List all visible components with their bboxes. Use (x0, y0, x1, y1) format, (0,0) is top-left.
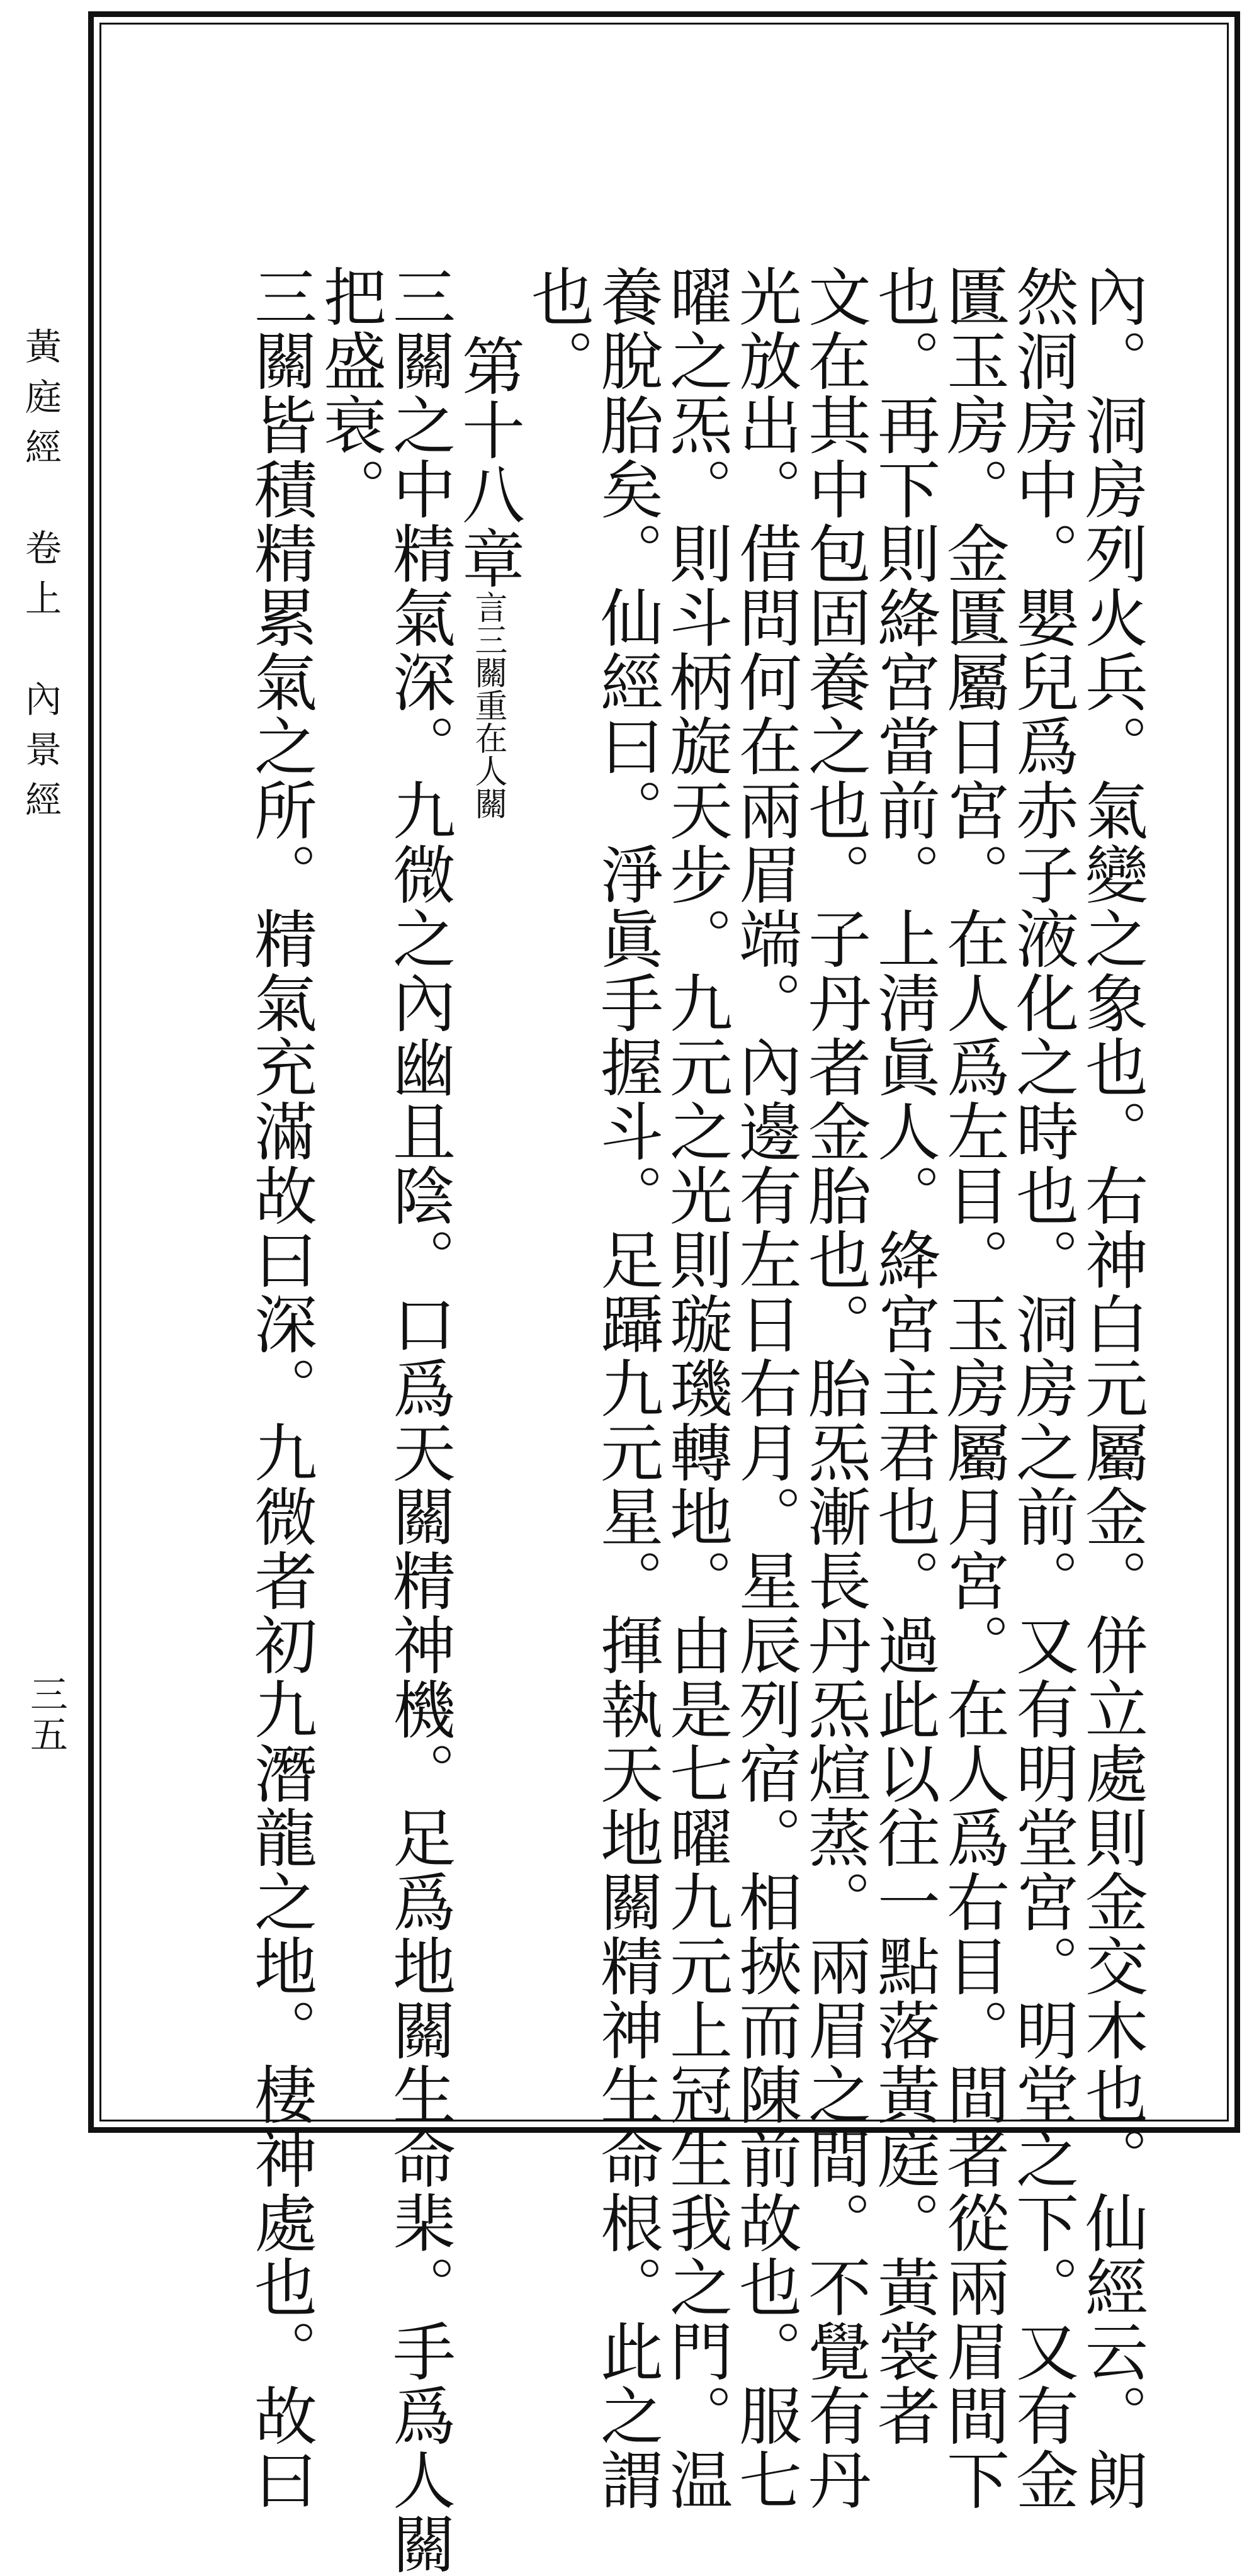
text-line: 也。 (521, 264, 594, 393)
text-line: 光放出。借問何在兩眉端。內邊有左日右月。星辰列宿。相挾而陳前故也。服七 (728, 264, 802, 2512)
chapter-note: 言三關重在人關 (469, 590, 507, 820)
chapter-heading (451, 264, 525, 2008)
verse-line: 把盛衰。 (313, 264, 387, 521)
text-line: 然洞房中。嬰兒爲赤子液化之時也。洞房之前。又有明堂宮。明堂之下。又有金 (1005, 264, 1079, 2512)
text-line: 養脫胎矣。仙經曰。淨眞手握斗。足躡九元星。揮執天地關精神生命根。此之謂 (590, 264, 663, 2512)
book-title: 黃庭經 (19, 327, 62, 478)
text-line: 也。再下則絳宮當前。上淸眞人。絳宮主君也。過此以往一點落黃庭。黃裳者 (867, 264, 940, 2448)
text-line: 曜之炁。則斗柄旋天步。九元之光則璇璣轉地。由是七曜九元上冠生我之門。温 (659, 264, 733, 2512)
running-header (14, 327, 67, 831)
page-number: 三五 (24, 1675, 68, 1755)
volume-label: 卷上 (19, 529, 62, 630)
commentary-line: 三關皆積精累氣之所。精氣充滿故曰深。九微者初九潛龍之地。棲神處也。故曰 (244, 264, 317, 2512)
text-line: 匱玉房。金匱屬日宮。在人爲左目。玉房屬月宮。在人爲右目。間者從兩眉間下 (936, 264, 1010, 2512)
verse-line: 三關之中精氣深。九微之內幽且陰。口爲天關精神機。足爲地關生命棐。手爲人關 (382, 264, 456, 2576)
text-line: 文在其中包固養之也。子丹者金胎也。胎炁漸長丹炁煊蒸。兩眉之間。不覺有丹 (798, 264, 871, 2512)
chapter-title: 第十八章 (451, 334, 525, 590)
text-line: 內。洞房列火兵。氣變之象也。右神白元屬金。併立處則金交木也。仙經云。朗 (1075, 264, 1148, 2512)
section-label: 內景經 (19, 680, 62, 831)
main-text (164, 264, 1148, 2576)
